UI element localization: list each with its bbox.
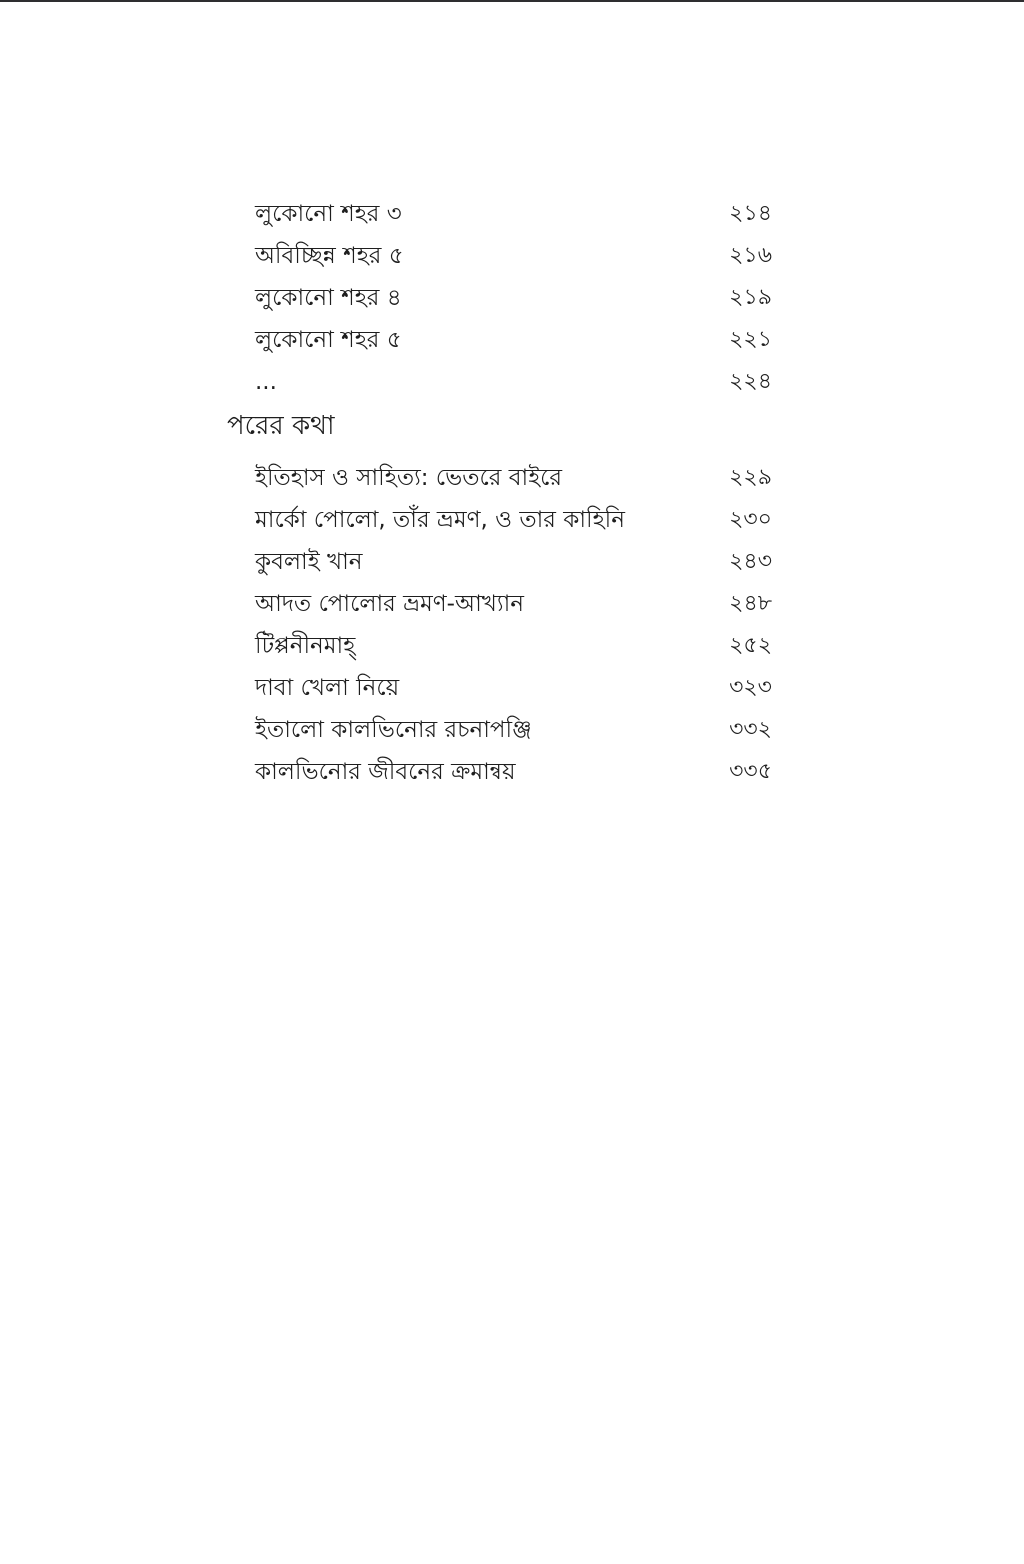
toc-entry-title: লুকোনো শহর ৫: [255, 327, 402, 353]
toc-entry-page-number: ২২১: [729, 327, 772, 352]
toc-entry[interactable]: [0, 499, 1024, 541]
toc-entry[interactable]: [0, 709, 1024, 751]
toc-entry-title: দাবা খেলা নিয়ে: [255, 675, 400, 701]
top-border-rule: [0, 0, 1024, 2]
toc-entry-page-number: ৩২৩: [729, 675, 772, 700]
toc-entry[interactable]: [0, 751, 1024, 793]
toc-entry[interactable]: [0, 277, 1024, 319]
toc-entry[interactable]: [0, 361, 1024, 403]
toc-entry-page-number: ২৫২: [729, 633, 772, 658]
section-heading: পরের কথা: [227, 411, 335, 441]
toc-entry[interactable]: [0, 667, 1024, 709]
toc-entry-title: ইতালো কালভিনোর রচনাপঞ্জি: [255, 717, 532, 743]
toc-entry[interactable]: [0, 583, 1024, 625]
toc-entry-page-number: ৩৩২: [729, 717, 772, 742]
toc-entry-page-number: ২২৯: [729, 465, 772, 490]
toc-entry[interactable]: [0, 235, 1024, 277]
toc-entry[interactable]: [0, 541, 1024, 583]
toc-entry-title: ...: [255, 369, 277, 395]
toc-entry-title: ইতিহাস ও সাহিত্য: ভেতরে বাইরে: [255, 465, 563, 491]
toc-entry-title: লুকোনো শহর ৪: [255, 285, 402, 311]
toc-entry-page-number: ২২৪: [729, 369, 772, 394]
toc-entry-page-number: ২৪৮: [729, 591, 772, 616]
toc-entry-title: অবিচ্ছিন্ন শহর ৫: [255, 243, 404, 269]
toc-entry-page-number: ২১৯: [729, 285, 772, 310]
toc-entry-title: টিপ্পনীনমাহ্: [255, 633, 356, 659]
toc-entry-page-number: ২৪৩: [729, 549, 772, 574]
toc-entry[interactable]: [0, 193, 1024, 235]
toc-entry[interactable]: [0, 319, 1024, 361]
toc-entry-page-number: ২৩০: [729, 507, 772, 532]
toc-entry-page-number: ২১৬: [729, 243, 772, 268]
toc-entry-page-number: ৩৩৫: [729, 759, 772, 784]
toc-entry-title: লুকোনো শহর ৩: [255, 201, 402, 227]
toc-entry-title: মার্কো পোলো, তাঁর ভ্রমণ, ও তার কাহিনি: [255, 507, 625, 533]
toc-entry-page-number: ২১৪: [729, 201, 772, 226]
toc-entry[interactable]: [0, 457, 1024, 499]
toc-entry-title: কুবলাই খান: [255, 549, 363, 575]
toc-entry[interactable]: [0, 625, 1024, 667]
toc-entry-title: আদত পোলোর ভ্রমণ-আখ্যান: [255, 591, 524, 617]
toc-entry-title: কালভিনোর জীবনের ক্রমান্বয়: [255, 759, 516, 785]
